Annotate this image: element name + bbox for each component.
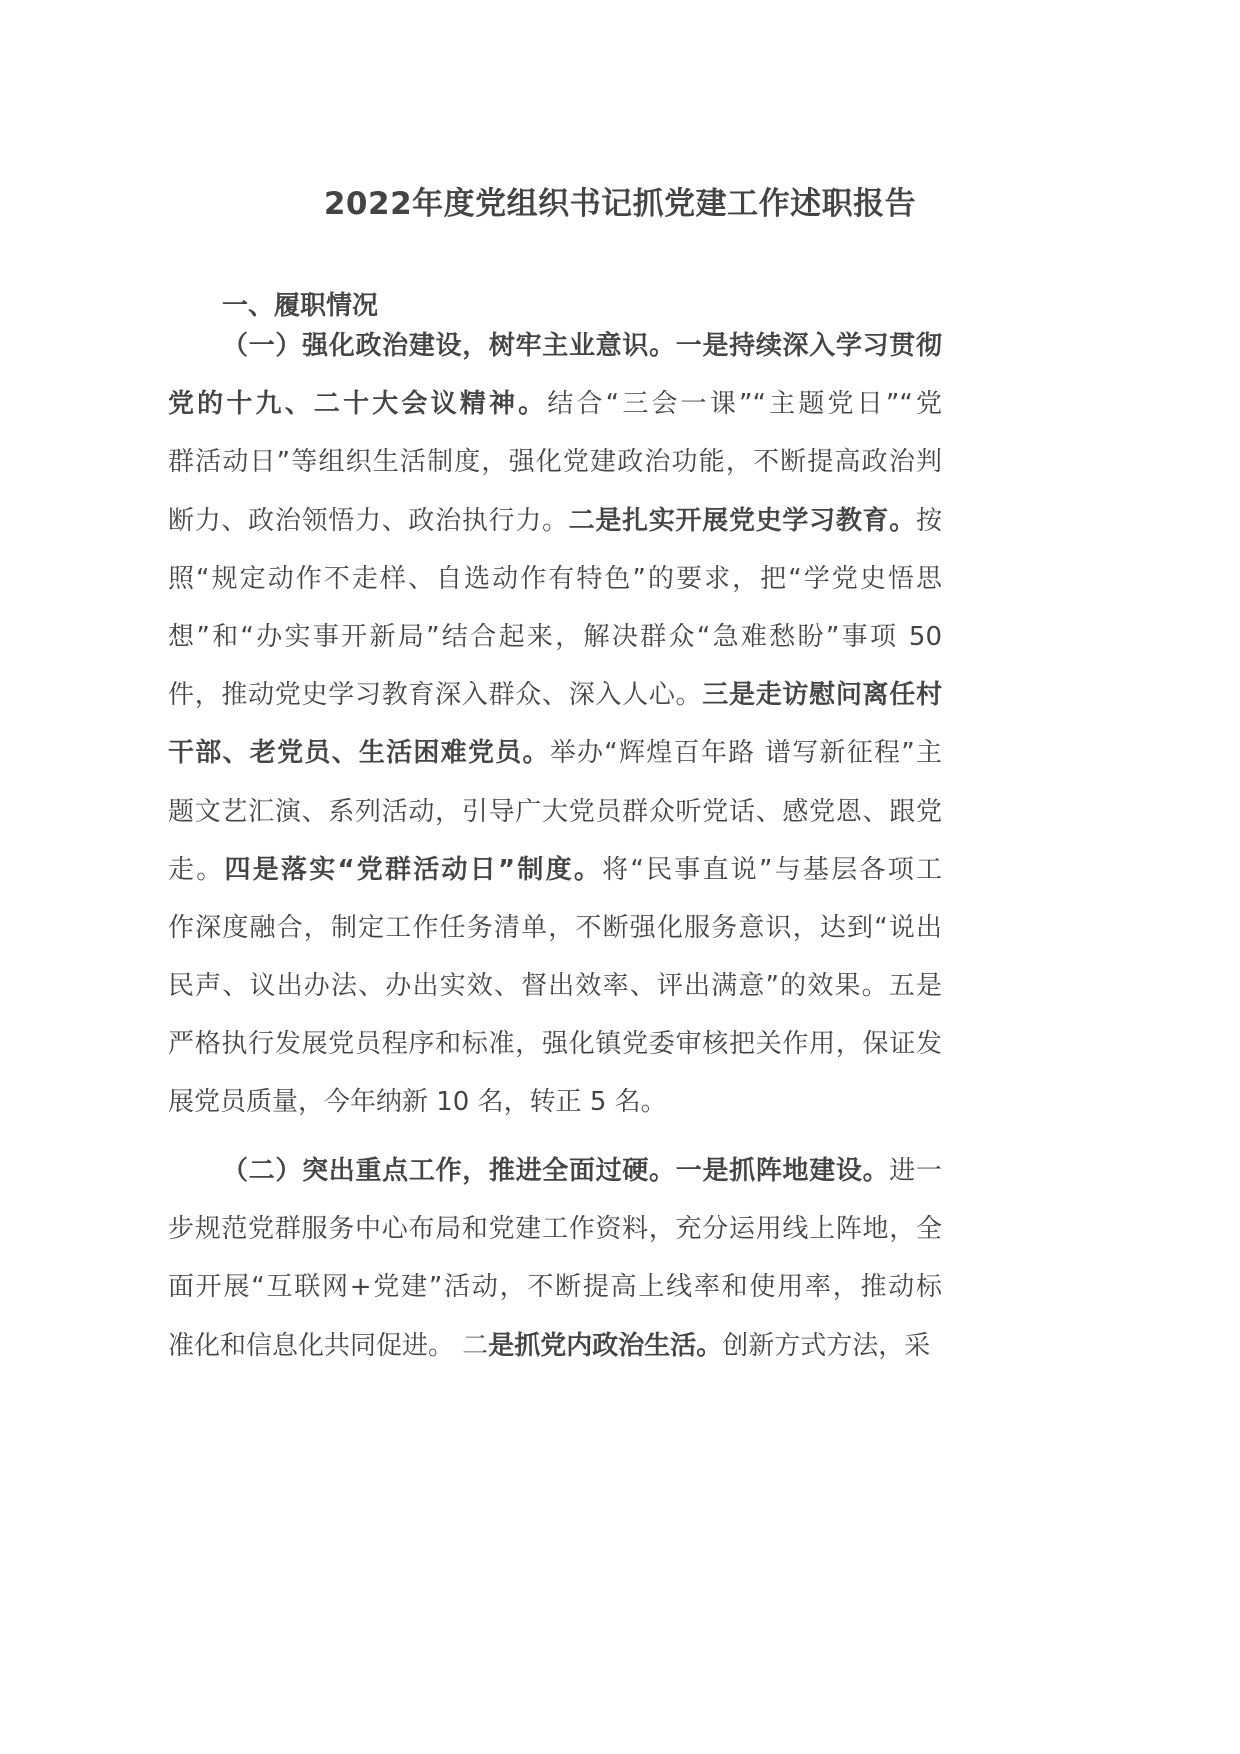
text-run: 按 bbox=[915, 505, 942, 536]
text-line bbox=[168, 375, 942, 433]
text-line bbox=[168, 899, 942, 957]
section-heading: 一、履职情况 bbox=[222, 291, 379, 321]
bold-text-run: （二）突出重点工作，推进全面过硬。一是抓阵地建设。 bbox=[222, 1156, 890, 1186]
text-run: 作深度融合，制定工作任务清单，不断强化服务意识，达到“说出 bbox=[168, 912, 942, 943]
text-run: 结合“三会一课”“主题党日”“党 bbox=[547, 389, 942, 420]
bold-text-run: （一）强化政治建设，树牢主业意识。一是持续深入学习贯彻 bbox=[222, 331, 942, 361]
text-run: 面开展“互联网+党建”活动，不断提高上线率和使用率，推动标 bbox=[168, 1272, 942, 1303]
text-line bbox=[168, 1317, 942, 1375]
text-line bbox=[168, 1015, 942, 1073]
text-line bbox=[168, 1142, 942, 1200]
text-line bbox=[168, 957, 942, 1015]
text-line bbox=[168, 1200, 942, 1258]
text-run: 创新方式方法，采 bbox=[722, 1330, 931, 1361]
bold-text-run: 是抓党内政治生活。 bbox=[488, 1330, 723, 1361]
text-line bbox=[168, 317, 942, 375]
text-run: 民声、议出办法、办出实效、督出效率、评出满意”的效果。五是 bbox=[168, 971, 942, 1002]
text-run: 走。 bbox=[168, 854, 225, 885]
bold-text-run: 干部、老党员、生活困难党员。 bbox=[168, 738, 550, 769]
text-run: 照“规定动作不走样、自选动作有特色”的要求，把“学党史悟思 bbox=[168, 563, 942, 594]
text-run: 想”和“办实事开新局”结合起来，解决群众“急难愁盼”事项 50 bbox=[168, 621, 942, 652]
bold-text-run: 党的十九、二十大会议精神。 bbox=[168, 389, 548, 420]
text-line bbox=[168, 608, 942, 666]
text-run: 群活动日”等组织生活制度，强化党建政治功能，不断提高政治判 bbox=[168, 447, 942, 478]
text-line bbox=[168, 1073, 942, 1131]
text-run: 步规范党群服务中心布局和党建工作资料，充分运用线上阵地，全 bbox=[168, 1214, 942, 1245]
bold-text-run: 二是扎实开展党史学习教育。 bbox=[568, 505, 916, 536]
text-line bbox=[168, 492, 942, 550]
text-line bbox=[168, 841, 942, 899]
text-run: 严格执行发展党员程序和标准，强化镇党委审核把关作用，保证发 bbox=[168, 1029, 942, 1060]
document-title: 2022年度党组织书记抓党建工作述职报告 bbox=[323, 186, 917, 222]
text-line bbox=[168, 1258, 942, 1316]
bold-text-run: 四是落实“党群活动日”制度。 bbox=[224, 854, 603, 885]
text-run: 将“民事直说”与基层各项工 bbox=[602, 854, 942, 885]
text-run: 题文艺汇演、系列活动，引导广大党员群众听党话、感党恩、跟党 bbox=[168, 796, 942, 827]
paragraph-key-work bbox=[168, 1142, 942, 1375]
text-line bbox=[168, 550, 942, 608]
text-line bbox=[168, 433, 942, 491]
bold-text-run: 三是走访慰问离任村 bbox=[702, 680, 942, 711]
text-run: 断力、政治领悟力、政治执行力。 bbox=[168, 505, 569, 536]
text-run: 进一 bbox=[889, 1156, 942, 1186]
text-line bbox=[168, 783, 942, 841]
text-run: 展党员质量，今年纳新 10 名，转正 5 名。 bbox=[168, 1087, 667, 1118]
text-run: 举办“辉煌百年路 谱写新征程”主 bbox=[549, 738, 942, 769]
text-run: 件，推动党史学习教育深入群众、深入人心。 bbox=[168, 680, 703, 711]
text-run: 准化和信息化共同促进。 二 bbox=[168, 1330, 489, 1361]
paragraph-political-construction bbox=[168, 317, 942, 1132]
text-line bbox=[168, 666, 942, 724]
text-line bbox=[168, 724, 942, 782]
